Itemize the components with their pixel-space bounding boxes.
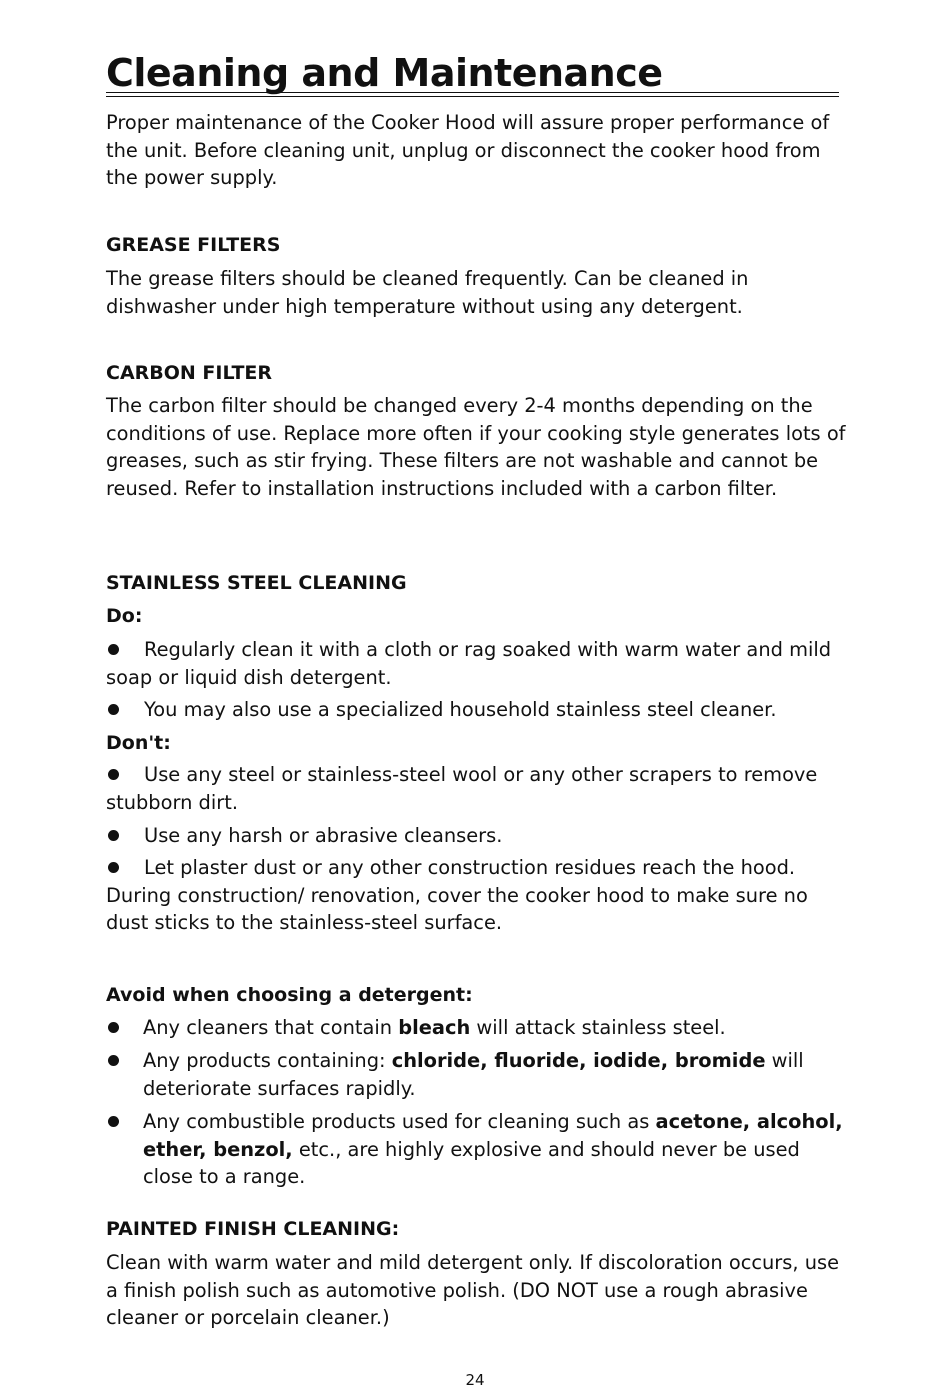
- title-rule-top: [106, 92, 839, 93]
- intro-paragraph: Proper maintenance of the Cooker Hood will assure proper performance of the unit. Before cleaning unit, unplug or disconnect the cooker hood from the power supply.: [106, 111, 830, 190]
- do-item: You may also use a specialized household stainless steel cleaner.: [106, 696, 846, 724]
- carbon-filter-text: The carbon filter should be changed every 2-4 months depending on the conditions of use. Replace more often if your cooking style generates lots of greases, such as stir frying. These filters are not washable and cannot be reused. Refer to installation instructions included with a carbon filter.: [106, 394, 846, 500]
- bullet-icon: [108, 1116, 119, 1127]
- dont-item: Let plaster dust or any other construction residues reach the hood. During construction/ renovation, cover the cooker hood to make sure no dust sticks to the stainless-steel surface.: [106, 856, 808, 935]
- avoid-item: Any products containing: chloride, fluoride, iodide, bromide will deteriorate surfaces rapidly.: [106, 1047, 846, 1102]
- bullet-icon: [108, 830, 119, 841]
- dont-item: Use any harsh or abrasive cleansers.: [106, 822, 846, 850]
- avoid-item: Any cleaners that contain bleach will attack stainless steel.: [106, 1014, 846, 1042]
- dont-item: Use any steel or stainless-steel wool or any other scrapers to remove stubborn dirt.: [106, 763, 818, 814]
- bullet-icon: [108, 1055, 119, 1066]
- grease-filters-text: The grease filters should be cleaned frequently. Can be cleaned in dishwasher under high temperature without using any detergent.: [106, 267, 749, 318]
- bullet-icon: [108, 1022, 119, 1033]
- dont-label: Don't:: [106, 732, 171, 754]
- do-label: Do:: [106, 605, 143, 627]
- avoid-item: Any combustible products used for cleaning such as acetone, alcohol, ether, benzol, etc., are highly explosive and should never be used close to a range.: [106, 1108, 846, 1191]
- bullet-icon: [108, 862, 119, 873]
- title-rule-bottom: [106, 96, 839, 97]
- bullet-icon: [108, 704, 119, 715]
- page-number: 24: [465, 1371, 485, 1389]
- painted-heading: PAINTED FINISH CLEANING:: [106, 1218, 400, 1240]
- carbon-filter-heading: CARBON FILTER: [106, 362, 273, 384]
- page-title: Cleaning and Maintenance: [106, 51, 663, 95]
- avoid-heading: Avoid when choosing a detergent:: [106, 984, 473, 1006]
- do-item: Regularly clean it with a cloth or rag soaked with warm water and mild soap or liquid dish detergent.: [106, 638, 832, 689]
- bullet-icon: [108, 769, 119, 780]
- bullet-icon: [108, 644, 119, 655]
- painted-text: Clean with warm water and mild detergent only. If discoloration occurs, use a finish polish such as automotive polish. (DO NOT use a rough abrasive cleaner or porcelain cleaner.): [106, 1251, 840, 1330]
- stainless-heading: STAINLESS STEEL CLEANING: [106, 572, 407, 594]
- grease-filters-heading: GREASE FILTERS: [106, 234, 281, 256]
